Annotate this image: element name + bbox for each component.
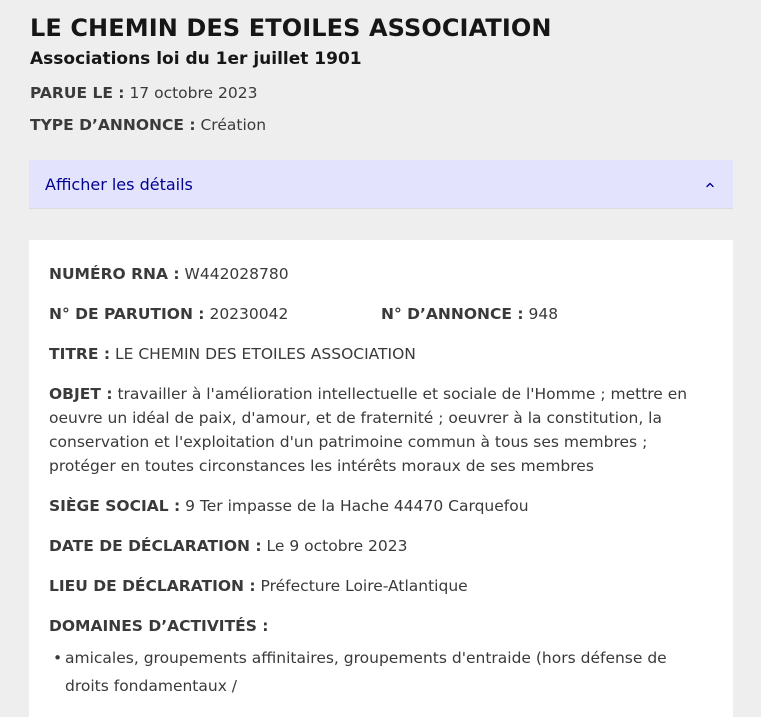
details-panel bbox=[29, 240, 733, 717]
chevron-up-icon bbox=[705, 179, 715, 189]
lieu-declaration-value: Préfecture Loire-Atlantique bbox=[260, 577, 468, 595]
domaine-text: amicales, groupements affinitaires, groupements d'entraide (hors défense de droits fondamentaux / bbox=[65, 649, 667, 695]
domaines-list bbox=[49, 644, 713, 700]
page-subtitle: Associations loi du 1er juillet 1901 bbox=[30, 49, 362, 69]
annonce-value: 948 bbox=[528, 305, 559, 323]
siege-row bbox=[49, 494, 713, 518]
parution-value: 20230042 bbox=[209, 305, 289, 323]
details-accordion-toggle[interactable] bbox=[29, 160, 733, 208]
titre-value: LE CHEMIN DES ETOILES ASSOCIATION bbox=[114, 345, 416, 363]
announcement-type bbox=[30, 116, 266, 134]
details-accordion-label: Afficher les détails bbox=[45, 174, 193, 194]
type-label: TYPE D’ANNONCE : bbox=[30, 116, 196, 134]
siege-value: 9 Ter impasse de la Hache 44470 Carquefou bbox=[185, 497, 529, 515]
titre-row bbox=[49, 342, 713, 366]
annonce-cell bbox=[381, 302, 558, 326]
objet-row bbox=[49, 382, 713, 478]
published-label: PARUE LE : bbox=[30, 84, 125, 102]
lieu-declaration-row bbox=[49, 574, 713, 598]
published-value: 17 octobre 2023 bbox=[129, 84, 258, 102]
list-item bbox=[49, 644, 713, 700]
date-declaration-row bbox=[49, 534, 713, 558]
page-title: LE CHEMIN DES ETOILES ASSOCIATION bbox=[30, 14, 552, 42]
rna-label: NUMÉRO RNA : bbox=[49, 265, 180, 283]
objet-label: OBJET : bbox=[49, 385, 113, 403]
parution-cell bbox=[49, 302, 381, 326]
siege-label: SIÈGE SOCIAL : bbox=[49, 497, 181, 515]
rna-value: W442028780 bbox=[184, 265, 289, 283]
published-date bbox=[30, 84, 257, 102]
date-declaration-label: DATE DE DÉCLARATION : bbox=[49, 537, 262, 555]
parution-annonce-row bbox=[49, 302, 713, 326]
parution-label: N° DE PARUTION : bbox=[49, 305, 205, 323]
domaines-label: DOMAINES D’ACTIVITÉS : bbox=[49, 617, 269, 635]
objet-value: travailler à l'amélioration intellectuelle et sociale de l'Homme ; mettre en oeuvre un idéal de paix, d'amour, et de fraternité ; oeuvrer à la constitution, la conservation et l'exploitation d'un patrimoine commun à tous ses membres ; protéger en toutes circonstances les intérêts moraux de ses membres bbox=[49, 385, 688, 475]
rna-row bbox=[49, 262, 713, 286]
bullet-icon: • bbox=[53, 649, 63, 667]
type-value: Création bbox=[200, 116, 267, 134]
lieu-declaration-label: LIEU DE DÉCLARATION : bbox=[49, 577, 256, 595]
domaines-row bbox=[49, 614, 713, 638]
titre-label: TITRE : bbox=[49, 345, 111, 363]
annonce-label: N° D’ANNONCE : bbox=[381, 305, 524, 323]
date-declaration-value: Le 9 octobre 2023 bbox=[266, 537, 408, 555]
